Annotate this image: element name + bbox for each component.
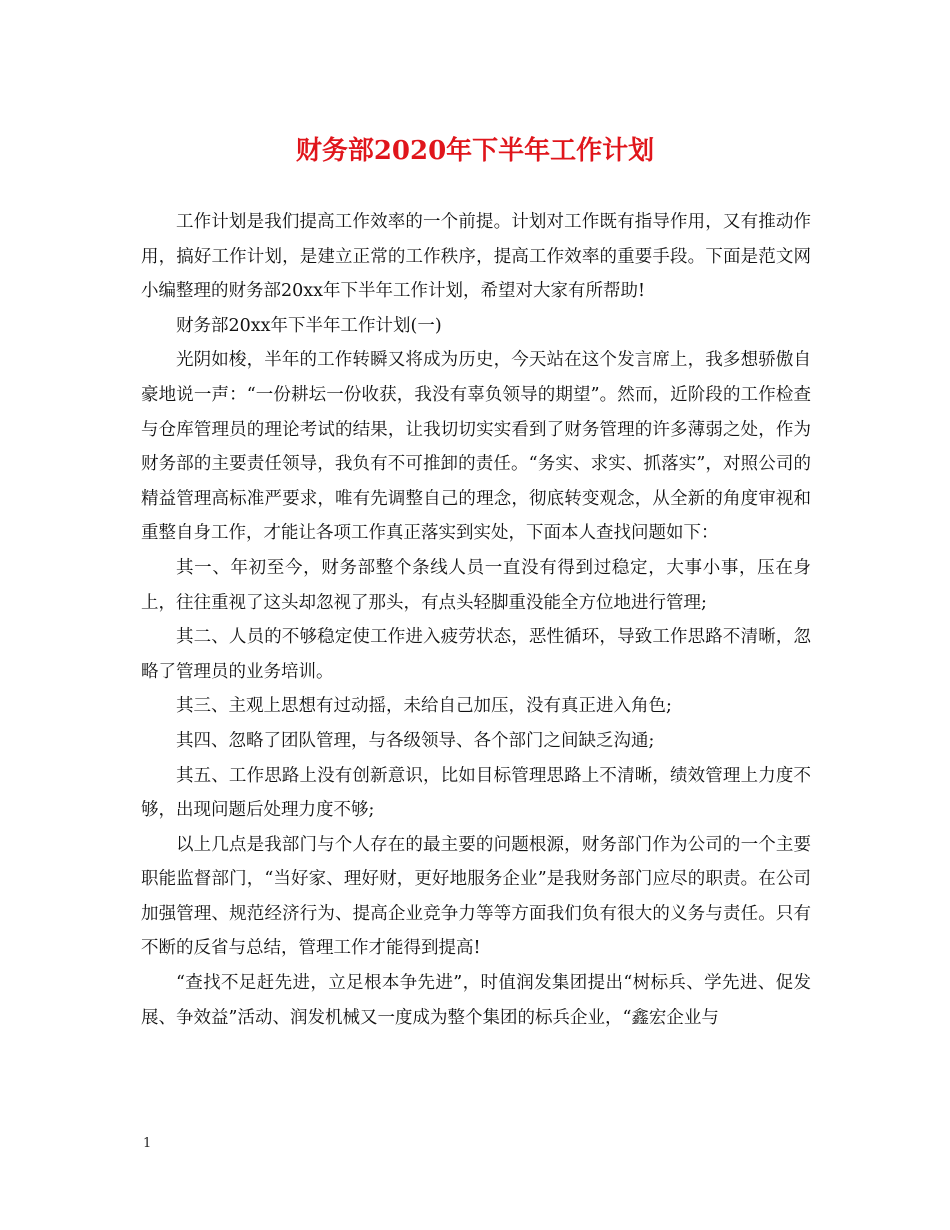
document-body (141, 205, 811, 1035)
paragraph-campaign: “查找不足赶先进，立足根本争先进”，时值润发集团提出“树标兵、学先进、促发展、争效益”活动、润发机械又一度成为整个集团的标兵企业，“鑫宏企业与 (141, 973, 811, 1028)
paragraph-issue-3: 其三、主观上思想有过动摇，未给自己加压，没有真正进入角色; (176, 696, 672, 717)
paragraph-reflection: 光阴如梭，半年的工作转瞬又将成为历史，今天站在这个发言席上，我多想骄傲自豪地说一声：“一份耕坛一份收获，我没有辜负领导的期望”。然而，近阶段的工作检查与仓库管理员的理论考试的结果，让我切切实实看到了财务管理的许多薄弱之处，作为财务部的主要责任领导，我负有不可推卸的责任。“务实、求实、抓落实”，对照公司的精益管理高标准严要求，唯有先调整自己的理念，彻底转变观念，从全新的角度审视和重整自身工作，才能让各项工作真正落实到实处，下面本人查找问题如下： (141, 350, 811, 544)
page-number: 1 (143, 1136, 152, 1151)
paragraph-section-heading: 财务部20xx年下半年工作计划(一) (176, 315, 442, 336)
paragraph-summary: 以上几点是我部门与个人存在的最主要的问题根源，财务部门作为公司的一个主要职能监督部门，“当好家、理好财，更好地服务企业”是我财务部门应尽的职责。在公司加强管理、规范经济行为、提高企业竞争力等等方面我们负有很大的义务与责任。只有不断的反省与总结，管理工作才能得到提高! (141, 834, 811, 959)
paragraph-issue-1: 其一、年初至今，财务部整个条线人员一直没有得到过稳定，大事小事，压在身上，往往重视了这头却忽视了那头，有点头轻脚重没能全方位地进行管理; (141, 557, 811, 613)
document-title: 财务部2020年下半年工作计划 (295, 136, 655, 166)
paragraph-issue-2: 其二、人员的不够稳定使工作进入疲劳状态，恶性循环，导致工作思路不清晰，忽略了管理员的业务培训。 (141, 627, 811, 682)
paragraph-issue-4: 其四、忽略了团队管理，与各级领导、各个部门之间缺乏沟通; (176, 730, 655, 751)
paragraph-issue-5: 其五、工作思路上没有创新意识，比如目标管理思路上不清晰，绩效管理上力度不够，出现问题后处理力度不够; (141, 765, 811, 821)
paragraph-intro: 工作计划是我们提高工作效率的一个前提。计划对工作既有指导作用，又有推动作用，搞好工作计划，是建立正常的工作秩序，提高工作效率的重要手段。下面是范文网小编整理的财务部20xx年下半年工作计划，希望对大家有所帮助! (141, 212, 811, 302)
